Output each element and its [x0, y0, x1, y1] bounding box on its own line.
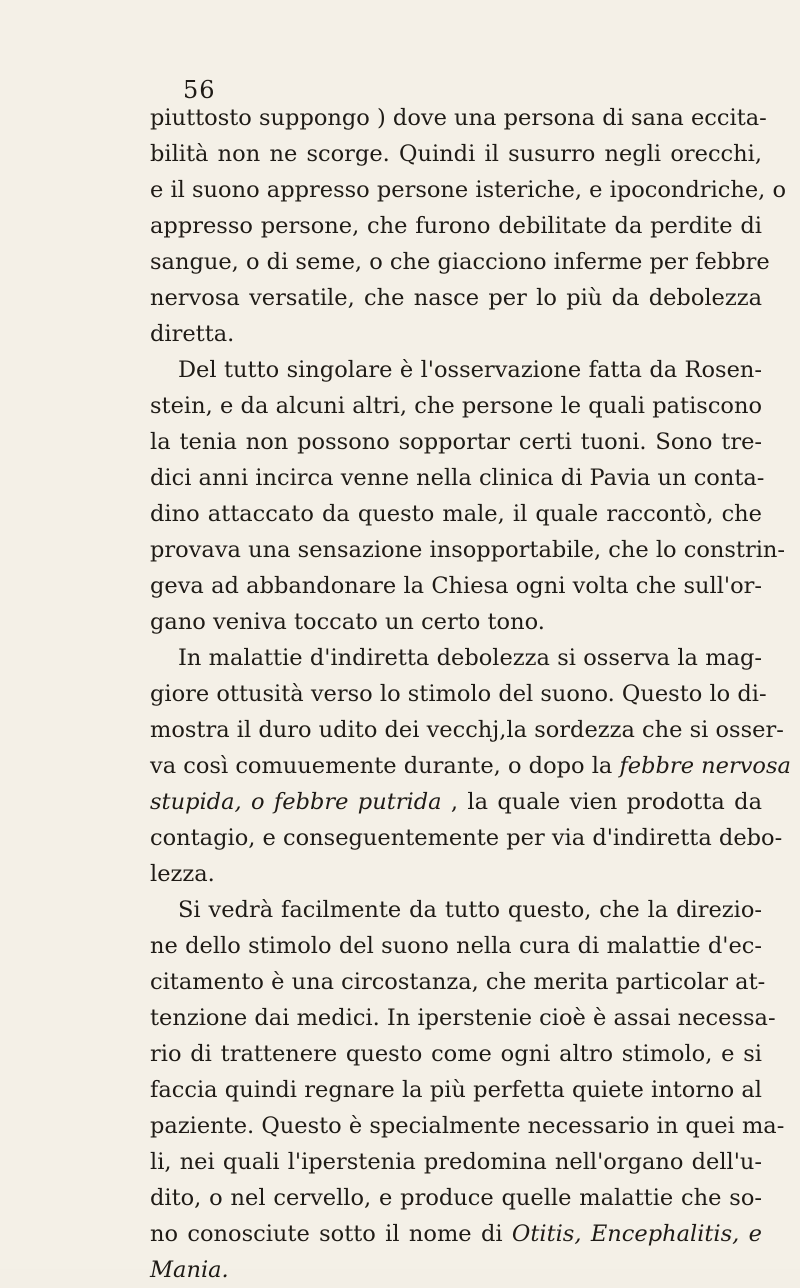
text-segment: provava una sensazione insopportabile, che lo constrin- — [150, 537, 786, 563]
text-segment: ne dello stimolo del suono nella cura di malattie d'ec- — [150, 933, 762, 959]
text-line — [150, 1108, 785, 1144]
text-segment: bilità non ne scorge. Quindi il susurro negli orecchi, — [150, 141, 762, 167]
text-line — [150, 208, 762, 244]
text-segment: diretta. — [150, 321, 235, 347]
text-segment: citamento è una circostanza, che merita particolar at- — [150, 969, 766, 995]
text-segment: In malattie d'indiretta debolezza si osserva la mag- — [178, 645, 762, 671]
page-number: 56 — [183, 76, 216, 104]
text-segment: e il suono appresso persone isteriche, e ipocondriche, o — [150, 177, 787, 203]
text-segment: giore ottusità verso lo stimolo del suono. Questo lo di- — [150, 681, 767, 707]
text-line — [150, 316, 762, 352]
text-line — [150, 388, 762, 424]
text-segment: sangue, o di seme, o che giacciono inferme per febbre — [150, 249, 770, 275]
text-segment: dici anni incirca venne nella clinica di Pavia un conta- — [150, 465, 765, 491]
text-line — [150, 640, 762, 676]
text-line — [150, 568, 762, 604]
text-line — [150, 1000, 776, 1036]
text-line — [150, 928, 762, 964]
text-segment: faccia quindi regnare la più perfetta quiete intorno al — [150, 1077, 762, 1103]
text-segment: dito, o nel cervello, e produce quelle malattie che so- — [150, 1185, 762, 1211]
text-line — [150, 676, 767, 712]
text-line — [150, 1216, 762, 1252]
italic-term: Otitis, Encephalitis, e — [511, 1221, 762, 1247]
text-segment: tenzione dai medici. In iperstenie cioè è assai necessa- — [150, 1005, 776, 1031]
text-line — [150, 172, 787, 208]
text-segment: lezza. — [150, 861, 215, 887]
text-line — [150, 532, 786, 568]
text-line — [150, 1036, 762, 1072]
text-segment: stein, e da alcuni altri, che persone le quali patiscono — [150, 393, 762, 419]
text-segment: la tenia non possono sopportar certi tuoni. Sono tre- — [150, 429, 762, 455]
text-segment: nervosa versatile, che nasce per lo più da debolezza — [150, 285, 762, 311]
text-segment: gano veniva toccato un certo tono. — [150, 609, 545, 635]
text-line — [150, 748, 791, 784]
text-line — [150, 1144, 762, 1180]
text-segment: va così comuuemente durante, o dopo la — [150, 753, 620, 779]
text-line — [150, 1252, 762, 1288]
text-line — [150, 352, 762, 388]
text-line — [150, 964, 766, 1000]
italic-term: stupida, o febbre putrida — [150, 789, 442, 815]
text-line — [150, 820, 783, 856]
text-line — [150, 712, 784, 748]
text-segment: geva ad abbandonare la Chiesa ogni volta che sull'or- — [150, 573, 762, 599]
text-line — [150, 784, 762, 820]
italic-term: Mania. — [150, 1257, 229, 1283]
text-segment: rio di trattenere questo come ogni altro stimolo, e si — [150, 1041, 762, 1067]
text-line — [150, 1072, 762, 1108]
text-segment: contagio, e conseguentemente per via d'indiretta debo- — [150, 825, 783, 851]
text-segment: appresso persone, che furono debilitate da perdite di — [150, 213, 762, 239]
text-segment: no conosciute sotto il nome di — [150, 1221, 512, 1247]
body-text — [150, 100, 791, 1288]
text-segment: , la quale vien prodotta da — [441, 789, 762, 815]
italic-term: febbre nervosa — [619, 753, 791, 779]
text-line — [150, 280, 762, 316]
text-line — [150, 244, 770, 280]
text-segment: piuttosto suppongo ) dove una persona di sana eccita- — [150, 105, 767, 131]
text-line — [150, 604, 762, 640]
text-line — [150, 892, 762, 928]
text-segment: Del tutto singolare è l'osservazione fatta da Rosen- — [178, 357, 762, 383]
text-line — [150, 424, 762, 460]
text-segment: mostra il duro udito dei vecchj,la sordezza che si osser- — [150, 717, 784, 743]
text-line — [150, 460, 765, 496]
text-line — [150, 496, 762, 532]
text-line — [150, 100, 767, 136]
text-line — [150, 1180, 762, 1216]
text-segment: paziente. Questo è specialmente necessario in quei ma- — [150, 1113, 785, 1139]
text-segment: dino attaccato da questo male, il quale raccontò, che — [150, 501, 762, 527]
text-segment: Si vedrà facilmente da tutto questo, che la direzio- — [178, 897, 762, 923]
text-segment: li, nei quali l'iperstenia predomina nell'organo dell'u- — [150, 1149, 762, 1175]
text-line — [150, 136, 762, 172]
text-line — [150, 856, 762, 892]
